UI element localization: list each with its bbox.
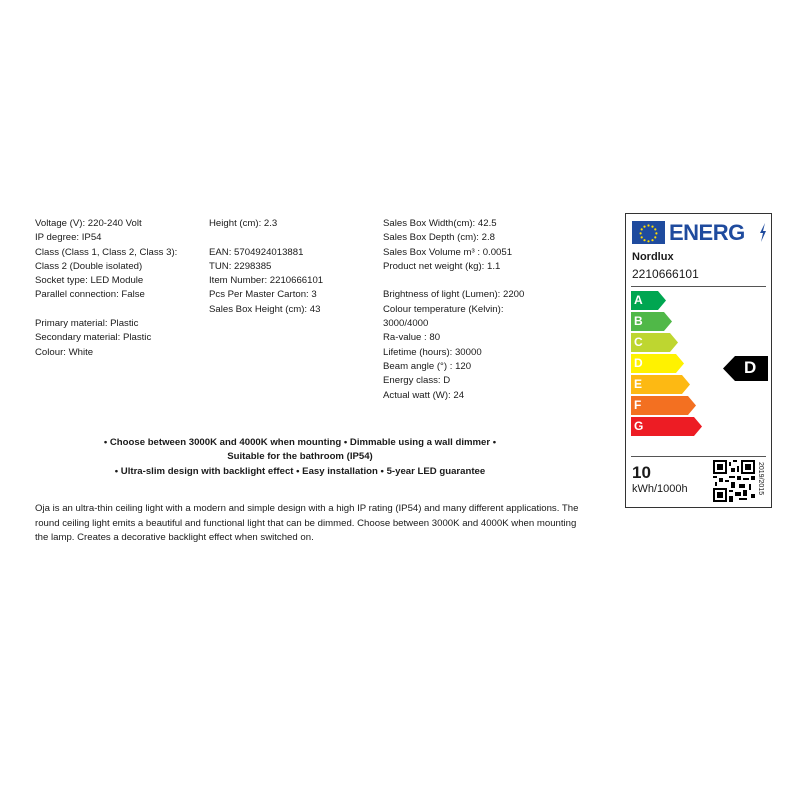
spec-line: Voltage (V): 220-240 Volt [35, 218, 142, 229]
spec-line: Colour temperature (Kelvin): [383, 303, 504, 315]
spec-line: Sales Box Width(cm): 42.5 [383, 218, 497, 229]
energy-header: ENERG [669, 220, 745, 245]
spec-line: Height (cm): 2.3 [209, 218, 278, 229]
energy-brand: Nordlux [632, 251, 674, 263]
energy-class-bar-c [631, 333, 680, 352]
energy-class-letter: C [634, 335, 643, 349]
spec-line: Class 2 (Double isolated) [35, 260, 143, 272]
spec-column-electrical [35, 217, 195, 360]
energy-label [625, 213, 772, 508]
energy-class-bar-a [631, 291, 668, 310]
spec-line: Colour: White [35, 346, 94, 358]
energy-class-letter: G [634, 419, 644, 433]
energy-class-letter: B [634, 314, 643, 328]
spec-line: Parallel connection: False [35, 289, 145, 301]
energy-class-letter: D [634, 356, 643, 370]
energy-class-letter: A [634, 293, 643, 307]
energy-class-letter: E [634, 377, 643, 391]
eu-flag-icon [632, 221, 665, 244]
feature-highlights [30, 436, 570, 479]
spec-line: Pcs Per Master Carton: 3 [209, 289, 317, 301]
consumption-unit: kWh/1000h [632, 483, 688, 495]
spacer [35, 303, 195, 317]
highlight-line: • Choose between 3000K and 4000K when mounting • Dimmable using a wall dimmer • [103, 437, 497, 448]
spec-line: Beam angle (°) : 120 [383, 360, 472, 372]
spacer [209, 231, 369, 245]
spec-line: Item Number: 2210666101 [209, 275, 324, 287]
spec-line: Socket type: LED Module [35, 275, 144, 287]
energy-class-letter: F [634, 398, 642, 412]
spec-line: Actual watt (W): 24 [383, 389, 465, 401]
spec-line: Lifetime (hours): 30000 [383, 346, 482, 358]
spec-column-identifiers [209, 217, 369, 317]
highlight-line: Suitable for the bathroom (IP54) [227, 451, 373, 463]
spec-line: Ra-value : 80 [383, 332, 441, 344]
spacer [383, 274, 563, 288]
energy-class-bar-b [631, 312, 674, 331]
spec-line: Brightness of light (Lumen): 2200 [383, 289, 525, 301]
consumption-value: 10 [632, 463, 651, 482]
qr-code-icon [713, 460, 755, 502]
energy-class-bar-d [631, 354, 686, 373]
spec-line: Sales Box Depth (cm): 2.8 [383, 232, 495, 244]
spec-line: IP degree: IP54 [35, 232, 102, 244]
spec-line: Primary material: Plastic [35, 318, 139, 330]
rating-letter: D [744, 358, 757, 377]
spec-line: Sales Box Height (cm): 43 [209, 303, 321, 315]
spec-line: EAN: 5704924013881 [209, 246, 304, 258]
highlight-line: • Ultra-slim design with backlight effect • Easy installation • 5-year LED guarantee [114, 465, 486, 477]
spec-line: 3000/4000 [383, 318, 429, 330]
energy-class-bar-f [631, 396, 698, 415]
spec-line: Product net weight (kg): 1.1 [383, 260, 501, 272]
product-description: Oja is an ultra-thin ceiling light with a modern and simple design with a high IP rating (IP54) and many different applications. The round ceiling light emits a beautiful and functional light that can be dimmed. Choose between 3000K and 4000K when mounting the lamp. Creates a decorative backlight effect when switched on. [35, 503, 579, 543]
spec-line: TUN: 2298385 [209, 260, 272, 272]
energy-class-bar-e [631, 375, 692, 394]
energy-model: 2210666101 [632, 267, 699, 281]
spec-line: Energy class: D [383, 375, 451, 387]
spec-line: Secondary material: Plastic [35, 332, 152, 344]
spec-line: Sales Box Volume m³ : 0.0051 [383, 246, 513, 258]
divider [631, 286, 766, 287]
regulation-number: 2019/2015 [757, 462, 764, 496]
lightning-bolt-icon [759, 221, 767, 244]
spec-column-packaging-light [383, 217, 563, 403]
energy-class-bar-g [631, 417, 704, 436]
spec-line: Class (Class 1, Class 2, Class 3): [35, 246, 178, 258]
divider [631, 456, 766, 457]
